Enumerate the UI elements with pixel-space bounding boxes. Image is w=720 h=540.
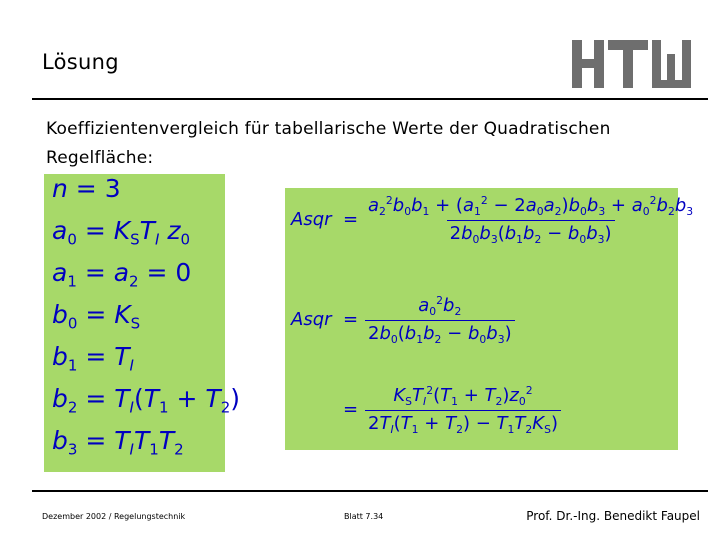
eq-b2: $b_2 = T_I(T_1 + T_2)$ (52, 384, 241, 417)
asqr-eq-3: = $\frac{K_ST_I^2(T_1 + T_2)z_0^2}{2T_I(T_1 + T_2) - T_1T_2K_S)}$ (343, 384, 561, 436)
asqr-fraction-2: $\frac{a_0^2b_2}{2b_0(b_1b_2 - b_0b_3)}$ (365, 294, 515, 346)
header-divider (32, 98, 708, 100)
asqr-fraction-3: $\frac{K_ST_I^2(T_1 + T_2)z_0^2}{2T_I(T_1 + T_2) - T_1T_2K_S)}$ (365, 384, 561, 436)
asqr-label: Asqr (291, 309, 332, 331)
htw-logo (572, 40, 692, 88)
footer-page: Blatt 7.34 (344, 512, 384, 521)
asqr-label: Asqr (291, 209, 332, 231)
eq-b0: $b_0 = K_S$ (52, 300, 141, 333)
asqr-eq-1: Asqr = $\frac{a_2^2b_0b_1 + (a_1^2 - 2a_0a_2)b_0b_3 + a_0^2b_2b_3}{2b_0b_3(b_1b_2 - b_0b_3)}$ (291, 194, 696, 246)
asqr-eq-2: Asqr = $\frac{a_0^2b_2}{2b_0(b_1b_2 - b_0b_3)}$ (291, 294, 515, 346)
eq-b3: $b_3 = T_IT_1T_2$ (52, 426, 184, 459)
asqr-fraction-1: $\frac{a_2^2b_0b_1 + (a_1^2 - 2a_0a_2)b_0b_3 + a_0^2b_2b_3}{2b_0b_3(b_1b_2 - b_0b_3)}$ (368, 194, 694, 246)
slide-title: Lösung (42, 50, 119, 74)
footer-divider (32, 490, 708, 492)
eq-b1: $b_1 = T_I$ (52, 342, 134, 375)
eq-a0: $a_0 = K_ST_I$ $z_0$ (52, 216, 190, 249)
footer-date-course: Dezember 2002 / Regelungstechnik (42, 512, 186, 521)
coefficient-panel (44, 174, 241, 472)
footer-author: Prof. Dr.-Ing. Benedikt Faupel (526, 509, 700, 523)
asqr-panel (285, 188, 694, 450)
eq-a1-a2: $a_1 = a_2 = 0$ (52, 258, 192, 291)
intro-text: Koeffizientenvergleich für tabellarische Werte der Quadratischen Regelfläche: (46, 119, 611, 168)
eq-n: n = 3 (52, 174, 121, 203)
